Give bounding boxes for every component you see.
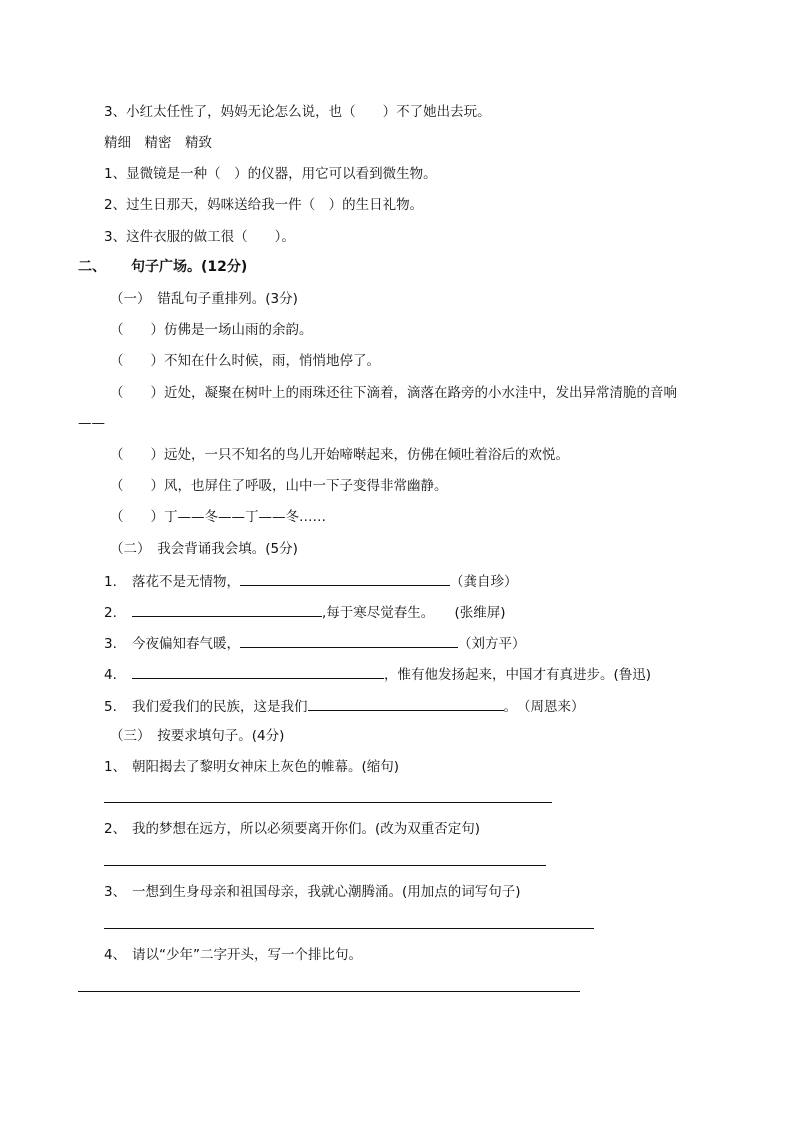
answer-blank[interactable] [132,602,322,617]
section-title: 句子广场。(12分) [131,259,248,275]
answer-blank[interactable] [240,571,450,586]
reorder-item: （ ）风，也屏住了呼吸，山中一下子变得非常幽静。 [110,478,448,494]
rewrite-item [104,883,521,901]
item-number: 3. [104,636,117,652]
item-suffix: （刘方平） [458,636,526,652]
question-2-text: 2、过生日那天，妈咪送给我一件（ ）的生日礼物。 [104,197,424,213]
reorder-item: （ ）丁——冬——丁——冬…… [110,509,326,525]
answer-line[interactable] [104,865,546,866]
item-suffix: ,每于寒尽觉春生。 (张维屏) [322,605,506,621]
recite-item [104,571,518,591]
item-prefix: 落花不是无情物， [132,574,240,590]
rewrite-item [104,758,399,776]
answer-blank[interactable] [308,696,504,711]
item-number: 1、 [104,759,127,775]
recite-item [104,696,585,716]
answer-line[interactable] [104,928,594,929]
word-group: 精细 精密 精致 [104,135,212,151]
answer-blank[interactable] [132,664,384,679]
item-number: 2. [104,605,117,621]
item-prefix: 今夜偏知春气暖， [132,636,240,652]
item-text: 我的梦想在远方，所以必须要离开你们。(改为双重否定句) [132,821,481,837]
subsection-3-heading: （三） 按要求填句子。(4分) [110,728,285,744]
question-1-text: 1、显微镜是一种（ ）的仪器，用它可以看到微生物。 [104,166,437,182]
item-suffix: 。 （周恩来） [503,699,585,715]
item-number: 4. [104,667,117,683]
reorder-item: （ ）仿佛是一场山雨的余韵。 [110,322,313,338]
item-text: 朝阳揭去了黎明女神床上灰色的帷幕。(缩句) [132,759,400,775]
item-number: 4、 [104,947,127,963]
section-number: 二、 [78,259,106,275]
item-number: 1. [104,574,117,590]
item-suffix: ，惟有他发扬起来，中国才有真进步。(鲁迅) [384,667,652,683]
answer-line[interactable] [78,991,580,992]
recite-item [104,633,526,653]
subsection-1-heading: （一） 错乱句子重排列。(3分) [110,291,298,307]
recite-item [104,664,651,684]
item-text: 请以“少年”二字开头，写一个排比句。 [132,947,362,963]
rewrite-item [104,946,362,964]
item-number: 2、 [104,821,127,837]
item-number: 5. [104,699,117,715]
reorder-item-continuation: —— [78,415,105,431]
question-3-text: 3、小红太任性了，妈妈无论怎么说，也（ ）不了她出去玩。 [104,104,491,120]
question-3b-text: 3、这件衣服的做工很（ ）。 [104,229,295,245]
reorder-item: （ ）近处，凝聚在树叶上的雨珠还往下滴着，滴落在路旁的小水洼中，发出异常清脆的音响 [110,385,677,401]
item-text: 一想到生身母亲和祖国母亲，我就心潮腾涌。(用加点的词写句子) [132,884,521,900]
rewrite-item [104,820,480,838]
recite-item [104,602,506,622]
item-number: 3、 [104,884,127,900]
reorder-item: （ ）不知在什么时候，雨，悄悄地停了。 [110,353,380,369]
answer-blank[interactable] [240,633,458,648]
reorder-item: （ ）远处，一只不知名的鸟儿开始啼啭起来，仿佛在倾吐着浴后的欢悦。 [110,447,569,463]
subsection-2-heading: （二） 我会背诵我会填。(5分) [110,541,298,557]
item-prefix: 我们爱我们的民族，这是我们 [132,699,308,715]
item-suffix: （龚自珍） [450,574,518,590]
answer-line[interactable] [104,802,552,803]
